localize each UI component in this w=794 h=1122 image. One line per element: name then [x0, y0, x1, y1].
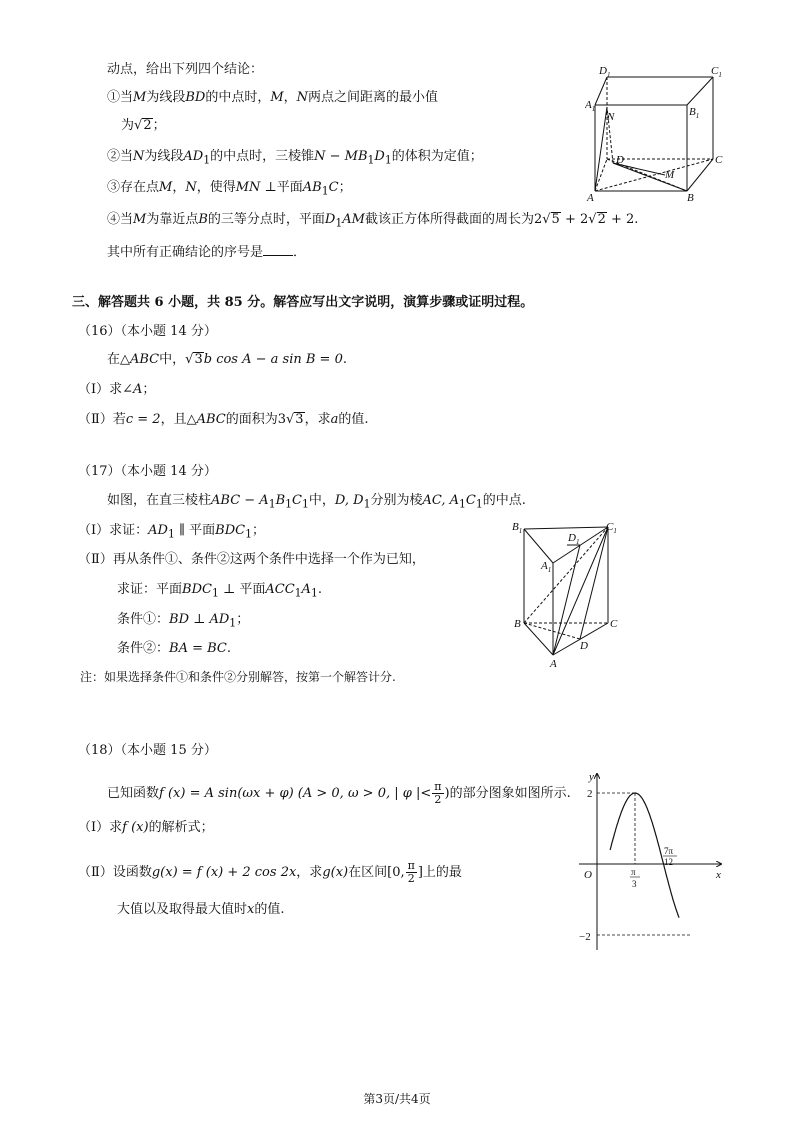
- q15-conclusion-3: ③存在点M，N，使得MN ⊥平面$AB_1C$；: [107, 180, 352, 198]
- q15-intro: 动点，给出下列四个结论：: [107, 62, 264, 77]
- q16-head: （16）（本小题 14 分）: [78, 324, 217, 339]
- y-axis-label: y: [589, 771, 594, 783]
- tick-pi-3-num: π: [631, 867, 636, 877]
- q17-intro: 如图，在直三棱柱ABC − $A_1B_1C_1$中，D, $D_1$分别为棱AC, $A_1C_1$的中点.: [107, 493, 526, 511]
- q17-head: （17）（本小题 14 分）: [78, 464, 217, 479]
- label-C1: $C_1$: [606, 521, 617, 535]
- label-B1: $B_1$: [512, 521, 523, 535]
- label-C: C: [610, 618, 618, 630]
- origin-label: O: [584, 869, 592, 881]
- label-A: A: [550, 658, 557, 670]
- label-A1: $A_1$: [541, 560, 552, 574]
- q16-given: 在△ABC中，√3b cos A − a sin B = 0.: [107, 352, 347, 367]
- q18-part-2-cont: 大值以及取得最大值时x的值.: [117, 902, 285, 917]
- q16-part-1: （Ⅰ）求∠A；: [78, 382, 156, 397]
- q15-conclusion-1-value: 为√2；: [121, 118, 166, 133]
- section-3-title: 三、解答题共 6 小题，共 85 分。解答应写出文字说明，演算步骤或证明过程。: [72, 295, 534, 310]
- q15-question: 其中所有正确结论的序号是 ．: [107, 245, 307, 260]
- q16-part-2: （Ⅱ）若c = 2，且△ABC的面积为3√3，求a的值.: [78, 412, 369, 427]
- label-A: A: [587, 192, 594, 203]
- tick-7pi-12-num: 7π: [664, 846, 674, 856]
- q17-condition-1: 条件①：BD ⊥ $AD_1$；: [117, 612, 250, 630]
- label-D: D: [616, 154, 624, 166]
- q17-condition-2: 条件②：BA = BC.: [117, 641, 231, 656]
- label-M: M: [665, 169, 675, 181]
- q18-part-1: （Ⅰ）求f (x)的解析式；: [78, 820, 214, 835]
- label-D: D: [580, 640, 588, 652]
- q15-conclusion-2: ②当N为线段$AD_1$的中点时，三棱锥$N - MB_1D_1$的体积为定值；: [107, 149, 483, 167]
- page-footer: 第3页/共4页: [363, 1092, 431, 1106]
- q17-part-1: （Ⅰ）求证：$AD_1$ ∥ 平面$BDC_1$；: [78, 523, 265, 541]
- q15-conclusion-1: ①当M为线段BD的中点时，M，N两点之间距离的最小值: [107, 90, 439, 105]
- x-axis-label: x: [716, 869, 721, 881]
- q15-conclusion-4: ④当M为靠近点B的三等分点时，平面$D_1AM$截该正方体所得截面的周长为2√5 + 2√2 + 2.: [107, 212, 639, 230]
- function-graph: [565, 768, 730, 958]
- label-B1: $B_1$: [689, 106, 700, 120]
- label-D1: $D_1$: [568, 532, 580, 546]
- prism-figure: [510, 515, 630, 670]
- label-C: C: [715, 154, 723, 166]
- label-D1: $D_1$: [599, 65, 611, 79]
- answer-blank[interactable]: [263, 243, 293, 256]
- cube-figure: [585, 63, 730, 203]
- q18-head: （18）（本小题 15 分）: [78, 743, 217, 758]
- q17-prove: 求证：平面$BDC_1$ ⊥ 平面$ACC_1A_1$.: [117, 582, 322, 600]
- tick-pi-3-den: 3: [632, 879, 637, 889]
- y-max-label: 2: [587, 788, 593, 800]
- tick-7pi-12-den: 12: [664, 857, 673, 867]
- label-A1: $A_1$: [585, 99, 596, 113]
- label-C1: $C_1$: [711, 65, 722, 79]
- q17-note: 注：如果选择条件①和条件②分别解答，按第一个解答计分.: [80, 670, 396, 684]
- label-N: N: [607, 111, 615, 123]
- q18-given: 已知函数f (x) = A sin(ωx + φ) (A > 0, ω > 0, | φ |< $\frac{\pi}{2}$ )的部分图象如图所示.: [107, 780, 571, 806]
- y-min-label: −2: [579, 931, 591, 943]
- q18-part-2: （Ⅱ）设函数g(x) = f (x) + 2 cos 2x，求g(x)在区间[0, $\frac{\pi}{2}$ ]上的最: [78, 859, 462, 885]
- q17-part-2: （Ⅱ）再从条件①、条件②这两个条件中选择一个作为已知，: [78, 552, 425, 567]
- label-B: B: [514, 618, 521, 630]
- label-B: B: [687, 192, 694, 203]
